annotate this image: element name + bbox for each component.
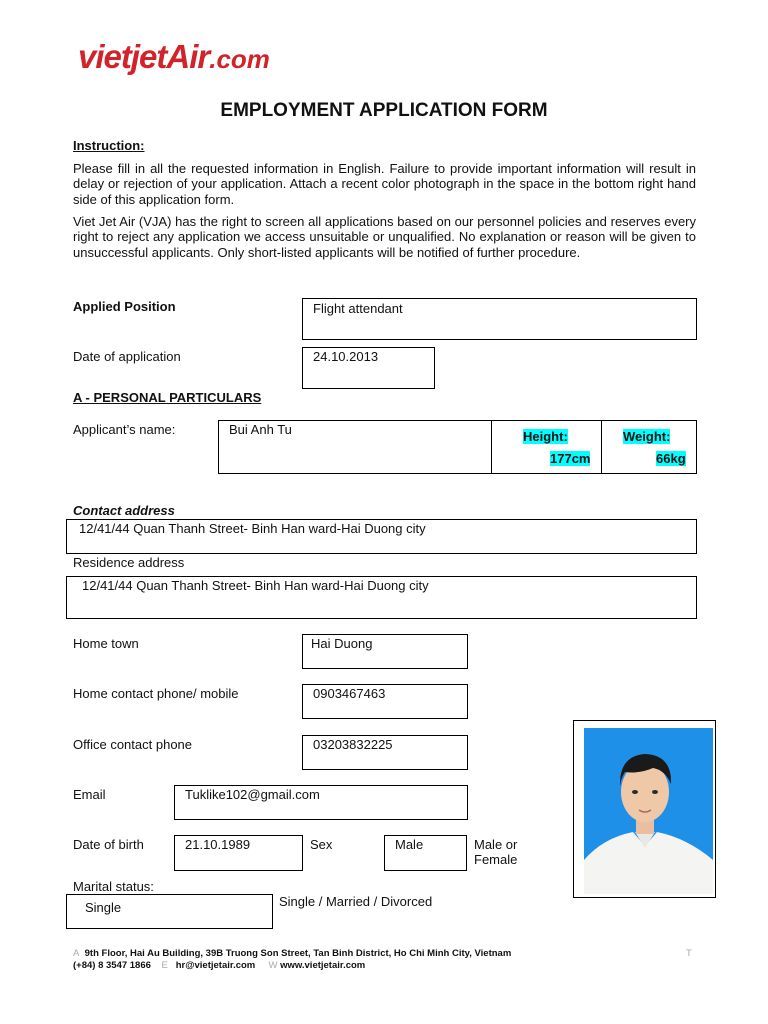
footer-web[interactable]: www.vietjetair.com	[280, 960, 366, 971]
footer-address: 9th Floor, Hai Au Building, 39B Truong Son Street, Tan Binh District, Ho Chi Minh City, Vietnam	[84, 948, 512, 959]
office-phone-label: Office contact phone	[73, 737, 193, 752]
footer-email[interactable]: hr@vietjetair.com	[175, 960, 256, 971]
applied-position-label: Applied Position	[73, 299, 176, 314]
instruction-heading: Instruction:	[73, 138, 145, 153]
photo-frame	[573, 720, 716, 898]
contact-address-field[interactable]: 12/41/44 Quan Thanh Street- Binh Han ward-Hai Duong city	[66, 519, 697, 554]
weight-label: Weight:	[623, 429, 671, 444]
email-field[interactable]: Tuklike102@gmail.com	[174, 785, 468, 820]
office-phone-field[interactable]: 03203832225	[302, 735, 468, 770]
height-label: Height:	[523, 429, 568, 444]
email-label: Email	[73, 787, 106, 802]
home-phone-field[interactable]: 0903467463	[302, 684, 468, 719]
footer-address-line	[73, 948, 511, 959]
sex-options-line-2: Female	[474, 852, 518, 867]
height-cell[interactable]	[491, 420, 602, 474]
date-of-application-label: Date of application	[73, 349, 181, 364]
footer-t-key: T	[686, 948, 692, 959]
weight-cell[interactable]	[601, 420, 697, 474]
contact-address-label: Contact address	[73, 503, 175, 518]
footer-contact-line	[73, 960, 365, 971]
date-of-birth-field[interactable]: 21.10.1989	[174, 835, 303, 871]
instruction-paragraph-1: Please fill in all the requested information in English. Failure to provide important information will result in delay or rejection of your application. Attach a recent color photograph in the space in the bottom right hand side of this application form.	[73, 161, 696, 207]
home-phone-label: Home contact phone/ mobile	[73, 686, 239, 701]
residence-address-label: Residence address	[73, 555, 185, 570]
residence-address-field[interactable]: 12/41/44 Quan Thanh Street- Binh Han ward-Hai Duong city	[66, 576, 697, 619]
logo-text: vietjetAir	[78, 38, 210, 75]
footer-phone: (+84) 8 3547 1866	[73, 960, 151, 971]
date-of-birth-label: Date of birth	[73, 837, 144, 852]
vietjetair-logo	[78, 38, 270, 76]
page-title: EMPLOYMENT APPLICATION FORM	[220, 100, 548, 121]
applicant-name-label: Applicant’s name:	[73, 422, 176, 437]
instruction-paragraph-2: Viet Jet Air (VJA) has the right to screen all applications based on our personnel policies and reserves every right to reject any application we access unsuitable or unqualified. No explanation or reason will be given to unsuccessful applicants. Only short-listed applicants will be notified of further procedure.	[73, 214, 696, 260]
weight-value: 66kg	[656, 451, 686, 466]
footer-e-key: E	[161, 960, 168, 971]
applied-position-field[interactable]: Flight attendant	[302, 298, 697, 340]
footer-a-key: A	[73, 948, 80, 959]
marital-status-field[interactable]: Single	[66, 894, 273, 929]
footer-t-key-wrap	[686, 948, 692, 959]
sex-options-line-1: Male or	[474, 837, 518, 852]
marital-status-options: Single / Married / Divorced	[279, 894, 433, 909]
marital-status-label: Marital status:	[73, 879, 154, 894]
home-town-label: Home town	[73, 636, 139, 651]
applicant-photo	[573, 720, 716, 898]
height-value: 177cm	[550, 451, 591, 466]
applicant-name-field[interactable]: Bui Anh Tu	[218, 420, 492, 474]
home-town-field[interactable]: Hai Duong	[302, 634, 468, 669]
footer-w-key: W	[268, 960, 278, 971]
sex-label: Sex	[310, 837, 333, 852]
sex-field[interactable]: Male	[384, 835, 467, 871]
date-of-application-field[interactable]: 24.10.2013	[302, 347, 435, 389]
logo-suffix: .com	[209, 44, 270, 74]
section-personal-particulars: A - PERSONAL PARTICULARS	[73, 390, 262, 405]
